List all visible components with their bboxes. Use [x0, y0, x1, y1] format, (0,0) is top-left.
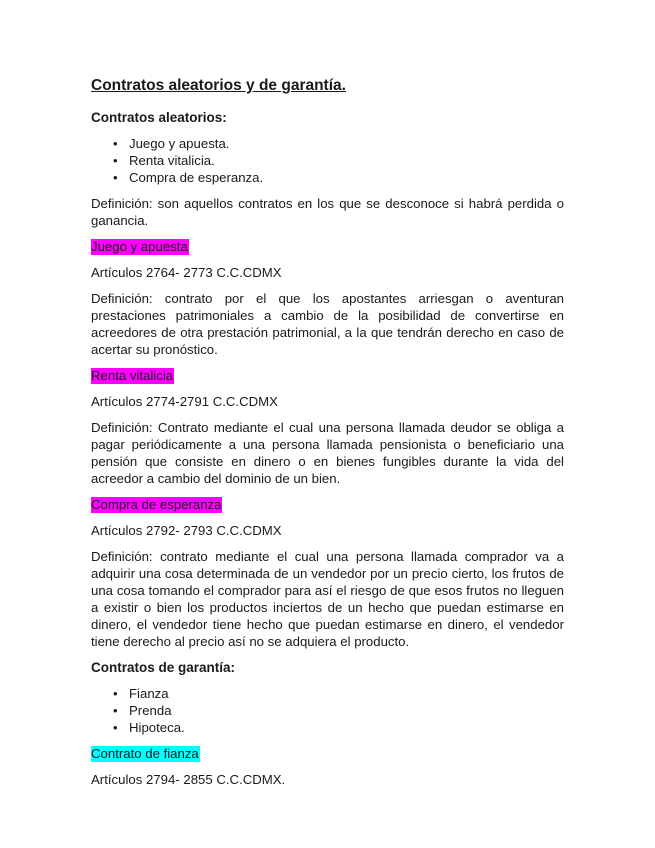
renta-definition: Definición: Contrato mediante el cual una persona llamada deudor se obliga a pagar periódicamente a una persona llamada pensionista o beneficiario una pensión que consiste en dinero o en bienes fungibles durante la vida del acreedor a cambio del dominio de un bien.	[91, 420, 564, 486]
juego-articles: Artículos 2764- 2773 C.C.CDMX	[91, 265, 282, 280]
aleatorios-list	[91, 135, 564, 186]
garantia-list	[91, 685, 564, 736]
fianza-heading: Contrato de fianza	[91, 746, 199, 761]
fianza-section-heading	[91, 745, 564, 762]
juego-section-heading	[91, 238, 564, 255]
garantia-heading: Contratos de garantía:	[91, 660, 236, 675]
list-item: • Renta vitalicia.	[91, 152, 564, 169]
compra-heading: Compra de esperanza	[91, 497, 222, 512]
juego-definition: Definición: contrato por el que los apostantes arriesgan o aventuran prestaciones patrimoniales a cambio de la posibilidad de convertirse en acreedores de otra prestación patrimonial, a la que tendrán derecho en caso de acertar su pronóstico.	[91, 291, 564, 357]
renta-heading: Renta vitalicia	[91, 368, 174, 383]
juego-heading: Juego y apuesta	[91, 239, 188, 254]
document-title: Contratos aleatorios y de garantía.	[91, 77, 346, 94]
fianza-articles: Artículos 2794- 2855 C.C.CDMX.	[91, 772, 286, 787]
compra-definition: Definición: contrato mediante el cual una persona llamada comprador va a adquirir una cosa determinada de un vendedor por un precio cierto, los frutos de una cosa tomando el comprador para así el riesgo de que esos frutos no lleguen a existir o bien los productos inciertos de un hecho que puedan estimarse en dinero, el vendedor tiene hecho que puedan estimarse en dinero, el vendedor tiene derecho al precio así no se adquiera el producto.	[91, 549, 564, 649]
aleatorios-definition: Definición: son aquellos contratos en los que se desconoce si habrá perdida o ganancia.	[91, 196, 564, 228]
list-item: • Hipoteca.	[91, 719, 564, 736]
compra-articles: Artículos 2792- 2793 C.C.CDMX	[91, 523, 282, 538]
list-item: • Fianza	[91, 685, 564, 702]
renta-section-heading	[91, 367, 564, 384]
list-item: • Compra de esperanza.	[91, 169, 564, 186]
compra-section-heading	[91, 496, 564, 513]
list-item: • Prenda	[91, 702, 564, 719]
list-item: • Juego y apuesta.	[91, 135, 564, 152]
renta-articles: Artículos 2774-2791 C.C.CDMX	[91, 394, 278, 409]
aleatorios-heading: Contratos aleatorios:	[91, 110, 227, 125]
